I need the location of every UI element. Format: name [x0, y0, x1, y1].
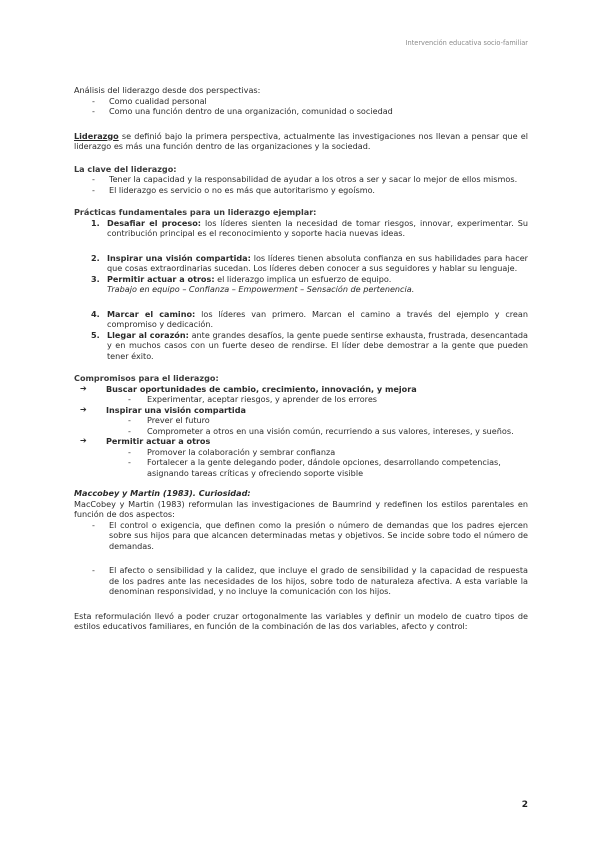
intro-item: - Como una función dentro de una organización, comunidad o sociedad — [74, 106, 528, 117]
practice-number: 3. — [91, 273, 100, 284]
practice-text: los líderes tienen absoluta confianza en sus habilidades para hacer que cosas extraordinarias sucedan. Los líderes deben conocer a sus seguidores y hablar su lenguaje. — [107, 252, 528, 273]
intro-item: - Como cualidad personal — [74, 96, 528, 107]
practice-item — [74, 253, 528, 274]
practice-number: 2. — [91, 252, 100, 263]
maccoby-closing: Esta reformulación llevó a poder cruzar ortogonalmente las variables y definir un modelo de cuatro tipos de estilos educativos familiares, en función de la combinación de las dos variables, afecto y control: — [74, 610, 528, 631]
practice-number: 4. — [91, 308, 100, 319]
page-content — [74, 85, 528, 632]
key-title: La clave del liderazgo: — [74, 163, 177, 174]
key-item: - El liderazgo es servicio o no es más que autoritarismo y egoísmo. — [74, 185, 528, 196]
practice-item — [74, 218, 528, 239]
commitment-item: - Experimentar, aceptar riesgos, y aprender de los errores — [74, 394, 528, 405]
practice-item — [74, 274, 528, 285]
maccoby-item: - El control o exigencia, que definen como la presión o número de demandas que los padres ejercen sobre sus hijos para que alcancen determinadas metas y objetivos. Se incide sobre todo el número de demandas. — [74, 520, 528, 552]
maccoby-title: Maccobey y Martin (1983). Curiosidad: — [74, 488, 251, 498]
commitments-title: Compromisos para el liderazgo: — [74, 373, 219, 383]
practice-note: Trabajo en equipo – Confianza – Empowerment – Sensación de pertenencia. — [107, 284, 415, 294]
commitment-group: ➔ Buscar oportunidades de cambio, crecimiento, innovación, y mejora — [74, 384, 528, 395]
leadership-definition-text: se definió bajo la primera perspectiva, actualmente las investigaciones nos llevan a pensar que el liderazgo es más una función dentro de las organizaciones y la sociedad. — [74, 130, 528, 151]
practice-label: Llegar al corazón: — [107, 329, 189, 340]
practice-label: Marcar el camino: — [107, 308, 196, 319]
commitment-item: - Prever el futuro — [74, 415, 528, 426]
leadership-definition — [74, 131, 528, 152]
key-item: - Tener la capacidad y la responsabilidad de ayudar a los otros a ser y sacar lo mejor de ellos mismos. — [74, 174, 528, 185]
commitment-item: - Fortalecer a la gente delegando poder, dándole opciones, desarrollando competencias, asignando tareas críticas y ofreciendo soporte visible — [74, 457, 528, 478]
practice-label: Permitir actuar a otros: — [107, 273, 215, 284]
practice-label: Inspirar una visión compartida: — [107, 252, 251, 263]
practice-number: 1. — [91, 217, 100, 228]
practice-text: el liderazgo implica un esfuerzo de equipo. — [214, 273, 392, 284]
practice-label: Desafiar el proceso: — [107, 217, 201, 228]
practices-title: Prácticas fundamentales para un liderazgo ejemplar: — [74, 207, 317, 217]
practice-item — [74, 330, 528, 362]
maccoby-item: - El afecto o sensibilidad y la calidez, que incluye el grado de sensibilidad y la capacidad de respuesta de los padres ante las necesidades de los hijos, sobre todo de naturaleza afectiva. A esta variable la denominan responsividad, y no incluye la comunicación con los hijos. — [74, 565, 528, 597]
practice-number: 5. — [91, 329, 100, 340]
commitment-group: ➔ Permitir actuar a otros — [74, 436, 528, 447]
practice-text: los líderes sienten la necesidad de tomar riesgos, innovar, experimentar. Su contribución principal es el reconocimiento y soporte hacia nuevas ideas. — [107, 217, 528, 238]
leadership-term: Liderazgo — [74, 130, 119, 141]
practice-text: los líderes van primero. Marcan el camino a través del ejemplo y crean compromiso y dedicación. — [107, 308, 528, 329]
intro-title: Análisis del liderazgo desde dos perspectivas: — [74, 85, 261, 95]
commitment-item: - Promover la colaboración y sembrar confianza — [74, 447, 528, 458]
commitment-group: ➔ Inspirar una visión compartida — [74, 405, 528, 416]
commitment-item: - Comprometer a otros en una visión común, recurriendo a sus valores, intereses, y sueños. — [74, 426, 528, 437]
practice-text: ante grandes desafíos, la gente puede sentirse exhausta, frustrada, desencantada y en muchos casos con un fuerte deseo de rendirse. El líder debe demostrar a la gente que pueden tener éxito. — [107, 329, 528, 361]
running-header: Intervención educativa socio-familiar — [405, 39, 528, 47]
maccoby-text: MacCobey y Martin (1983) reformulan las investigaciones de Baumrind y redefinen los estilos parentales en función de dos aspectos: — [74, 498, 528, 519]
page-number: 2 — [521, 800, 528, 810]
practice-item — [74, 309, 528, 330]
